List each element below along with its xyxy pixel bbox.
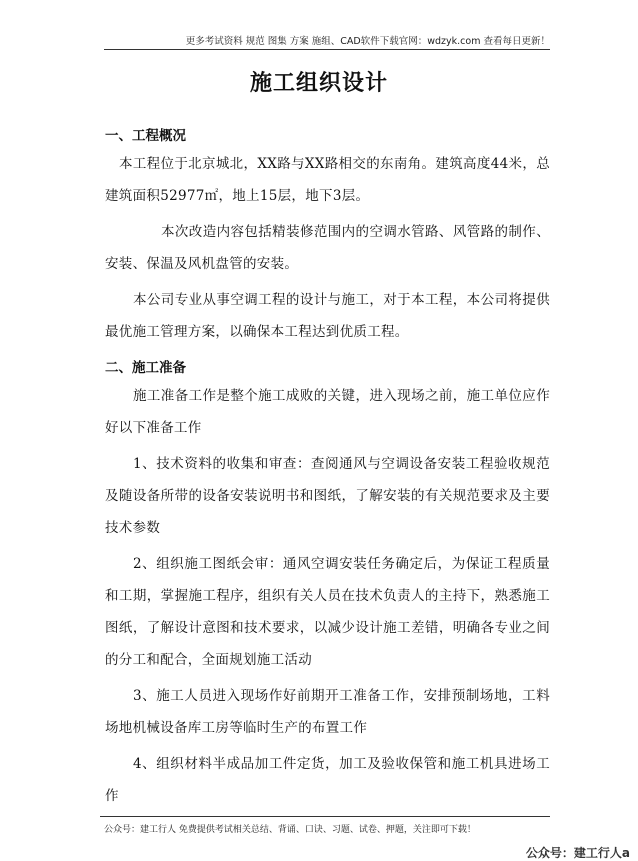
paragraph-overview-location: 本工程位于北京城北，XX路与XX路相交的东南角。建筑高度44米，总建筑面积52977㎡，地上15层，地下3层。 bbox=[105, 156, 550, 204]
wechat-watermark: 公众号：建工行人a bbox=[525, 846, 630, 860]
paragraph-preparation-intro: 施工准备工作是整个施工成败的关键，进入现场之前，施工单位应作好以下准备工作 bbox=[105, 388, 550, 436]
section-heading-overview: 一、工程概况 bbox=[105, 128, 186, 144]
paragraph-overview-scope: 本次改造内容包括精装修范围内的空调水管路、风管路的制作、安装、保温及风机盘管的安装。 bbox=[105, 224, 550, 272]
paragraph-preparation-item-1: 1、技术资料的收集和审查：查阅通风与空调设备安装工程验收规范及随设备所带的设备安装说明书和图纸，了解安装的有关规范要求及主要技术参数 bbox=[105, 456, 550, 536]
header-divider bbox=[104, 49, 550, 50]
paragraph-preparation-item-4: 4、组织材料半成品加工件定货，加工及验收保管和施工机具进场工作 bbox=[105, 756, 550, 804]
footer-note: 公众号：建工行人 免费提供考试相关总结、背诵、口诀、习题、试卷、押题，关注即可下载！ bbox=[104, 825, 476, 835]
footer-divider bbox=[100, 816, 550, 817]
paragraph-preparation-item-3: 3、施工人员进入现场作好前期开工准备工作，安排预制场地，工料场地机械设备库工房等临时生产的布置工作 bbox=[105, 688, 550, 736]
section-heading-preparation: 二、施工准备 bbox=[105, 360, 186, 376]
paragraph-overview-company: 本公司专业从事空调工程的设计与施工，对于本工程，本公司将提供最优施工管理方案，以确保本工程达到优质工程。 bbox=[105, 292, 550, 340]
header-banner: 更多考试资料 规范 图集 方案 施组、CAD软件下载官网：wdzyk.com 查看每日更新！ bbox=[185, 36, 550, 47]
document-title: 施工组织设计 bbox=[249, 71, 388, 96]
paragraph-preparation-item-2: 2、组织施工图纸会审：通风空调安装任务确定后，为保证工程质量和工期，掌握施工程序，组织有关人员在技术负责人的主持下，熟悉施工图纸，了解设计意图和技术要求，以减少设计施工差错，明确各专业之间的分工和配合，全面规划施工活动 bbox=[105, 556, 550, 668]
